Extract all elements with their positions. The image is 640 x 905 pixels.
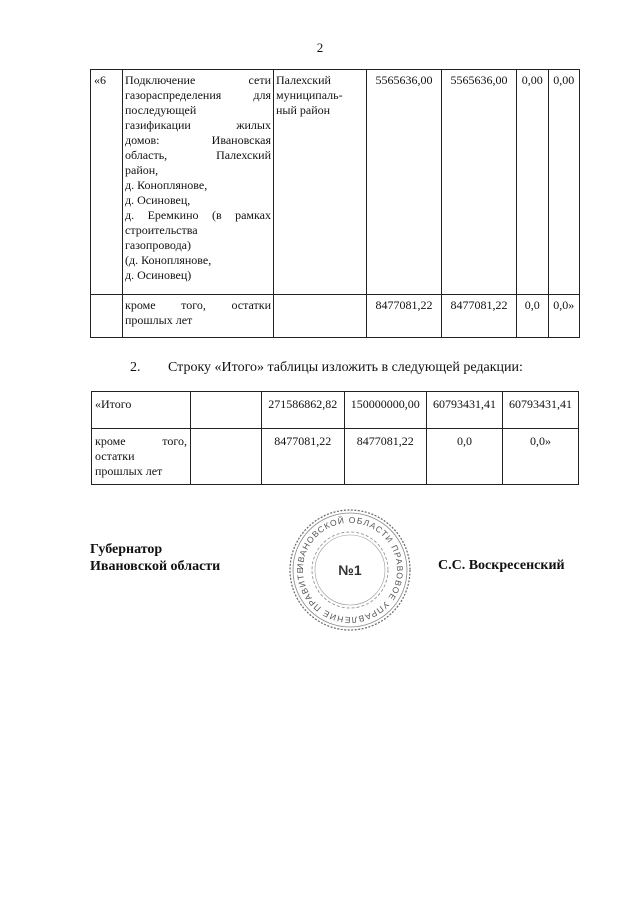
- object-name: [123, 295, 274, 338]
- empty-cell: [191, 429, 262, 485]
- signatory-title-line: Губернатор: [90, 542, 163, 557]
- svg-text:ИВАНОВСКОЙ ОБЛАСТИ ПРАВОВОЕ УП: ИВАНОВСКОЙ ОБЛАСТИ ПРАВОВОЕ УПРАВЛЕНИЕ ПРАВИТЕ: [294, 514, 406, 626]
- name-line: строительства: [125, 223, 198, 237]
- name-line: прошлых лет: [125, 313, 193, 327]
- name-line: район,: [125, 163, 159, 177]
- paragraph-number: 2.: [130, 360, 141, 375]
- table-row: [92, 429, 579, 485]
- name-line: д. Осиновец,: [125, 193, 191, 207]
- signatory-title: [90, 541, 220, 575]
- total-table: [91, 391, 579, 485]
- amount-year3: 0,00: [548, 70, 579, 295]
- object-name: [123, 70, 274, 295]
- amount-year2: 0,0: [517, 295, 548, 338]
- total-label: [92, 429, 191, 485]
- org-line: Палехский: [276, 73, 331, 87]
- name-line: газораспределения для: [125, 88, 271, 102]
- amount-year1: 5565636,00: [442, 70, 517, 295]
- name-line: последующей: [125, 103, 197, 117]
- name-line: д. Еремкино (в рамках: [125, 208, 271, 222]
- row-number: «6: [91, 70, 123, 295]
- municipality-cell: [274, 295, 367, 338]
- name-line: домов: Ивановская: [125, 133, 271, 147]
- signatory-name: С.С. Воскресенский: [438, 558, 565, 573]
- org-line: муниципаль-: [276, 88, 343, 102]
- name-line: д. Осиновец): [125, 268, 192, 282]
- page-number: 2: [316, 40, 324, 55]
- name-line: д. Коноплянове,: [125, 178, 208, 192]
- municipality-cell: [274, 70, 367, 295]
- name-line: остатки: [95, 449, 135, 463]
- amount-year3: 0,0»: [502, 429, 578, 485]
- name-line: область, Палехский: [125, 148, 271, 162]
- amount-year2: 0,0: [427, 429, 503, 485]
- amendment-paragraph: [130, 360, 523, 376]
- seal-number: №1: [338, 562, 362, 578]
- amount-year3: 60793431,41: [502, 392, 578, 429]
- allocation-table: [90, 69, 580, 338]
- total-label: «Итого: [92, 392, 191, 429]
- amount-year2: 60793431,41: [427, 392, 503, 429]
- name-line: прошлых лет: [95, 464, 163, 478]
- name-line: газификации жилых: [125, 118, 271, 132]
- table-row: [92, 392, 579, 429]
- amount-year3: 0,0»: [548, 295, 579, 338]
- name-line: кроме того, остатки: [125, 298, 271, 312]
- amount-year2: 0,00: [517, 70, 548, 295]
- table-row: [91, 70, 580, 295]
- paragraph-text: Строку «Итого» таблицы изложить в следующей редакции:: [168, 360, 523, 375]
- org-line: ный район: [276, 103, 331, 117]
- amount-total: 8477081,22: [262, 429, 345, 485]
- row-number: [91, 295, 123, 338]
- signatory-title-line: Ивановской области: [90, 559, 221, 574]
- amount-total: 8477081,22: [367, 295, 442, 338]
- amount-year1: 8477081,22: [344, 429, 427, 485]
- amount-total: 5565636,00: [367, 70, 442, 295]
- name-line: кроме того,: [95, 434, 187, 448]
- amount-total: 271586862,82: [262, 392, 345, 429]
- empty-cell: [191, 392, 262, 429]
- official-seal: [288, 508, 412, 632]
- name-line: Подключение сети: [125, 73, 271, 87]
- amount-year1: 8477081,22: [442, 295, 517, 338]
- amount-year1: 150000000,00: [344, 392, 427, 429]
- table-row: [91, 295, 580, 338]
- name-line: (д. Коноплянове,: [125, 253, 212, 267]
- name-line: газопровода): [125, 238, 192, 252]
